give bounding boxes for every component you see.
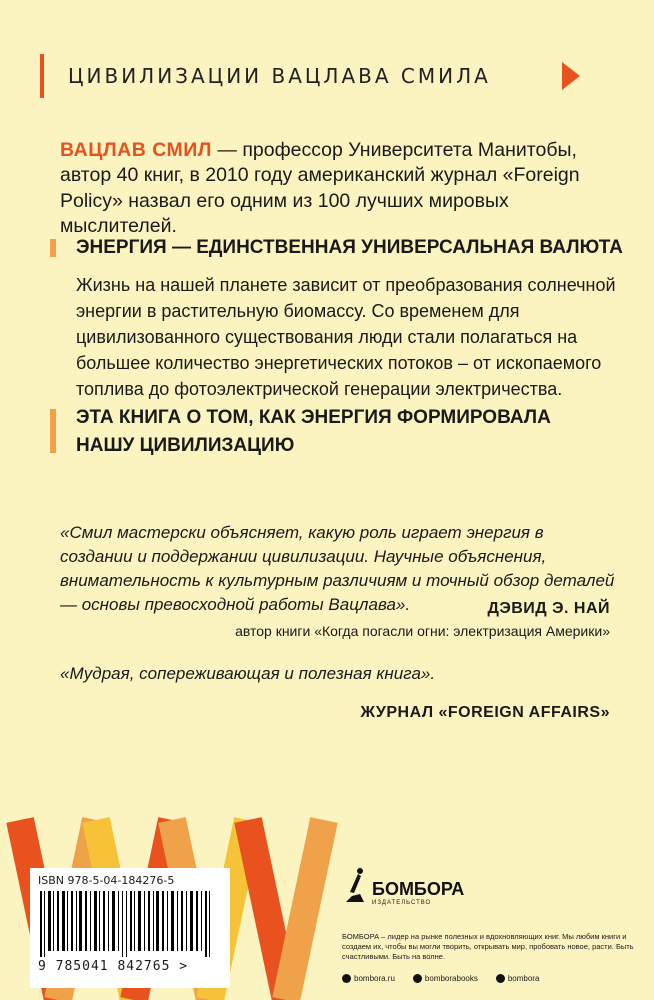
- barcode-digits: 9 785041 842765 >: [38, 959, 189, 974]
- telegram-label: bombora: [507, 974, 540, 983]
- telegram-icon: [496, 974, 505, 983]
- publisher-brand: БОМБОРА: [372, 879, 465, 899]
- triangle-icon: [562, 62, 580, 90]
- quote-foreign-affairs-author: ЖУРНАЛ «FOREIGN AFFAIRS»: [360, 704, 610, 721]
- quote-foreign-affairs: «Мудрая, сопереживающая и полезная книга».: [60, 664, 436, 683]
- books-label: bomborabooks: [424, 974, 478, 983]
- diver-icon: [342, 866, 368, 906]
- globe-icon: [342, 974, 351, 983]
- description-paragraph: Жизнь на нашей планете зависит от преобразования солнечной энергии в растительную биомассу. Со временем для цивилизованного существования люди стали полагаться на большее количество энергетических потоков – от ископаемого топлива до фотоэлектрической генерации электричества.: [76, 275, 616, 400]
- publisher-logo: [342, 866, 464, 906]
- series-bar: [40, 54, 44, 98]
- series-header: [40, 54, 580, 98]
- quote-nye-author-note: автор книги «Когда погасли огни: электризация Америки»: [235, 623, 610, 639]
- author-name: ВАЦЛАВ СМИЛ: [60, 139, 212, 161]
- author-bio-text: — профессор Университета Манитобы, автор 40 книг, в 2010 году американский журнал «Foreign Policy» назвал его одним из 100 лучших мировых мыслителей.: [60, 139, 580, 238]
- barcode: [30, 868, 230, 988]
- publisher-sub: ИЗДАТЕЛЬСТВО: [372, 900, 432, 906]
- heading-energy-text: ЭНЕРГИЯ — ЕДИНСТВЕННАЯ УНИВЕРСАЛЬНАЯ ВАЛЮТА: [76, 237, 623, 258]
- heading-book: [50, 404, 610, 459]
- isbn-label: ISBN 978-5-04-184276-5: [38, 874, 175, 887]
- telegram-link[interactable]: [496, 974, 540, 983]
- heading-book-text: ЭТА КНИГА О ТОМ, КАК ЭНЕРГИЯ ФОРМИРОВАЛА НАШУ ЦИВИЛИЗАЦИЮ: [76, 407, 551, 456]
- quote-nye: «Смил мастерски объясняет, какую роль играет энергия в создании и поддержании цивилизации. Научные объяснения, внимательность к культурным различиям и точный обзор деталей — основы превосходной работы Вацлава».: [60, 523, 615, 615]
- publisher-blurb: БОМБОРА – лидер на рынке полезных и вдохновляющих книг. Мы любим книги и создаем их, чтобы вы могли творить, открывать мир, пробовать новое, расти. Быть счастливыми. Быть на волне.: [342, 932, 634, 962]
- heading-energy: [50, 234, 623, 262]
- heading-marker: [50, 409, 56, 453]
- social-links: [342, 974, 539, 983]
- vk-icon: [413, 974, 422, 983]
- heading-marker: [50, 239, 56, 257]
- author-bio: [60, 138, 620, 239]
- website-label: bombora.ru: [354, 974, 395, 983]
- series-title: ЦИВИЛИЗАЦИИ ВАЦЛАВА СМИЛА: [68, 64, 491, 88]
- barcode-bars: [38, 891, 222, 957]
- website-link[interactable]: [342, 974, 395, 983]
- quote-nye-author: ДЭВИД Э. НАЙ: [487, 600, 610, 617]
- books-link[interactable]: [413, 974, 478, 983]
